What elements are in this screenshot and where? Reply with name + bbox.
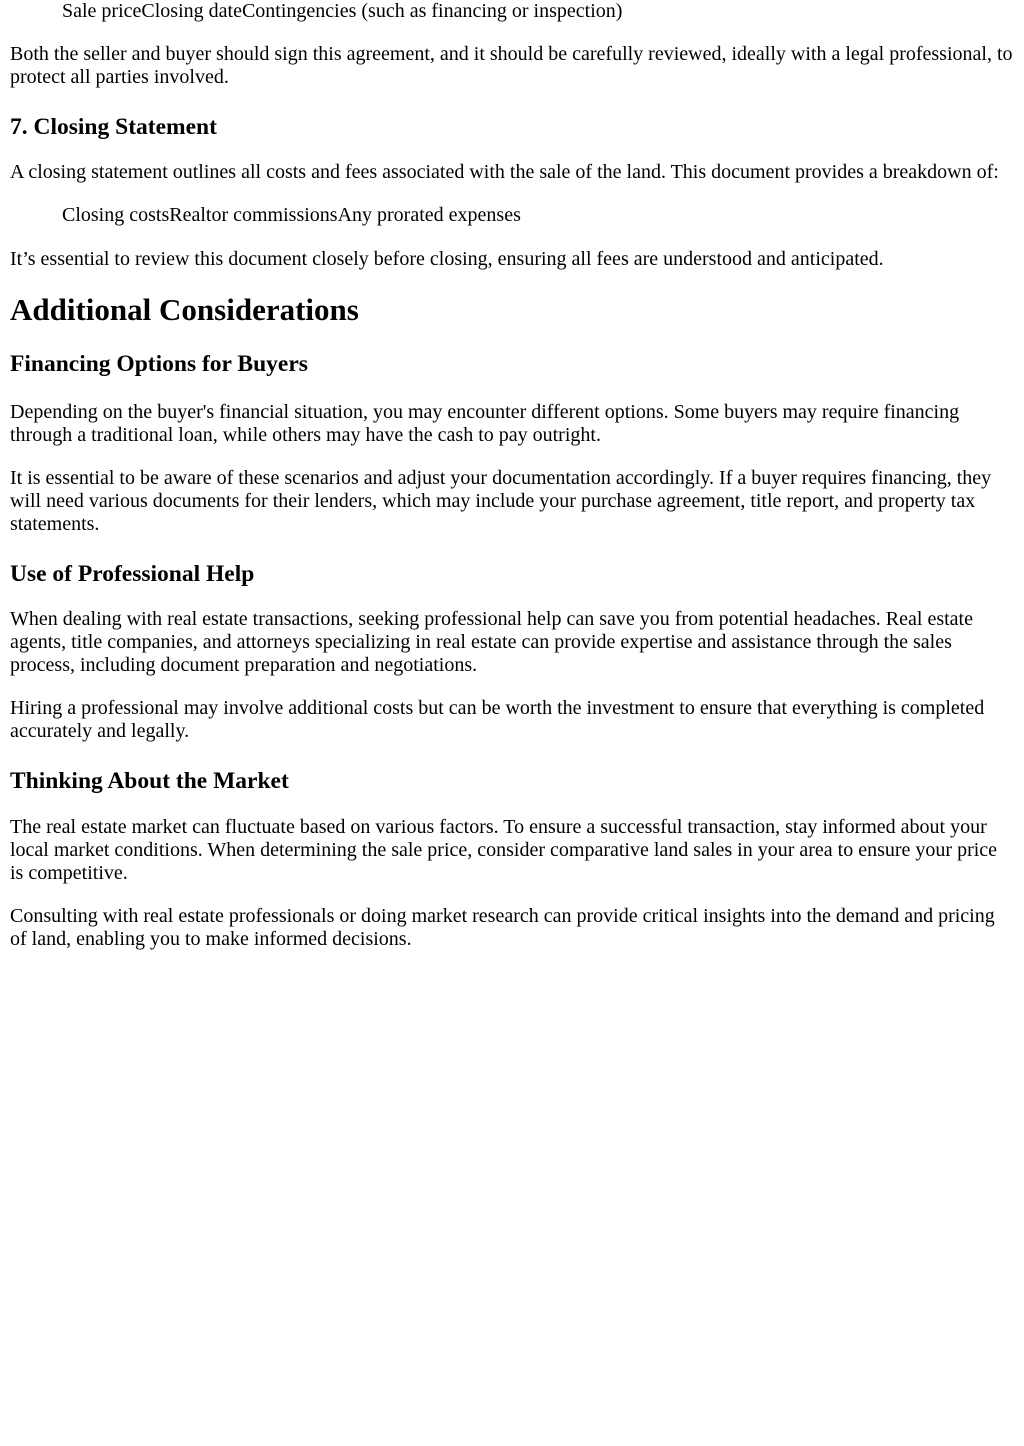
list-item: Contingencies (such as financing or inspection) (241, 0, 623, 22)
financing-paragraph-2: It is essential to be aware of these scenarios and adjust your documentation accordingly. If a buyer requires financing, they will need various documents for their lenders, which may include your purchase agreement, title report, and property tax statements. (10, 467, 992, 535)
closing-statement-heading: 7. Closing Statement (10, 114, 217, 140)
financing-heading: Financing Options for Buyers (10, 351, 308, 377)
agreement-terms-list (10, 0, 1014, 23)
market-paragraph-2: Consulting with real estate professionals or doing market research can provide critical insights into the demand and pricing of land, enabling you to make informed decisions. (10, 905, 995, 950)
closing-statement-note: It’s essential to review this document closely before closing, ensuring all fees are understood and anticipated. (10, 248, 884, 270)
closing-statement-intro: A closing statement outlines all costs and fees associated with the sale of the land. This document provides a breakdown of: (10, 161, 999, 183)
market-paragraph-1: The real estate market can fluctuate based on various factors. To ensure a successful transaction, stay informed about your local market conditions. When determining the sale price, consider comparative land sales in your area to ensure your price is competitive. (10, 816, 998, 884)
professional-help-heading: Use of Professional Help (10, 561, 255, 587)
list-item: Any prorated expenses (337, 204, 521, 226)
list-item: Closing costs (62, 204, 170, 226)
closing-statement-list (10, 204, 1014, 227)
market-heading: Thinking About the Market (10, 768, 289, 794)
professional-help-paragraph-2: Hiring a professional may involve additional costs but can be worth the investment to ensure that everything is completed accurately and legally. (10, 697, 985, 742)
professional-help-paragraph-1: When dealing with real estate transactions, seeking professional help can save you from potential headaches. Real estate agents, title companies, and attorneys specializing in real estate can provide expertise and assistance through the sales process, including document preparation and negotiations. (10, 608, 973, 676)
additional-considerations-heading: Additional Considerations (10, 292, 359, 327)
list-item: Realtor commissions (169, 204, 338, 226)
agreement-note: Both the seller and buyer should sign this agreement, and it should be carefully reviewed, ideally with a legal professional, to protect all parties involved. (10, 43, 1013, 88)
financing-paragraph-1: Depending on the buyer's financial situation, you may encounter different options. Some buyers may require financing through a traditional loan, while others may have the cash to pay outright. (10, 401, 960, 446)
list-item: Closing date (141, 0, 242, 22)
list-item: Sale price (62, 0, 142, 22)
